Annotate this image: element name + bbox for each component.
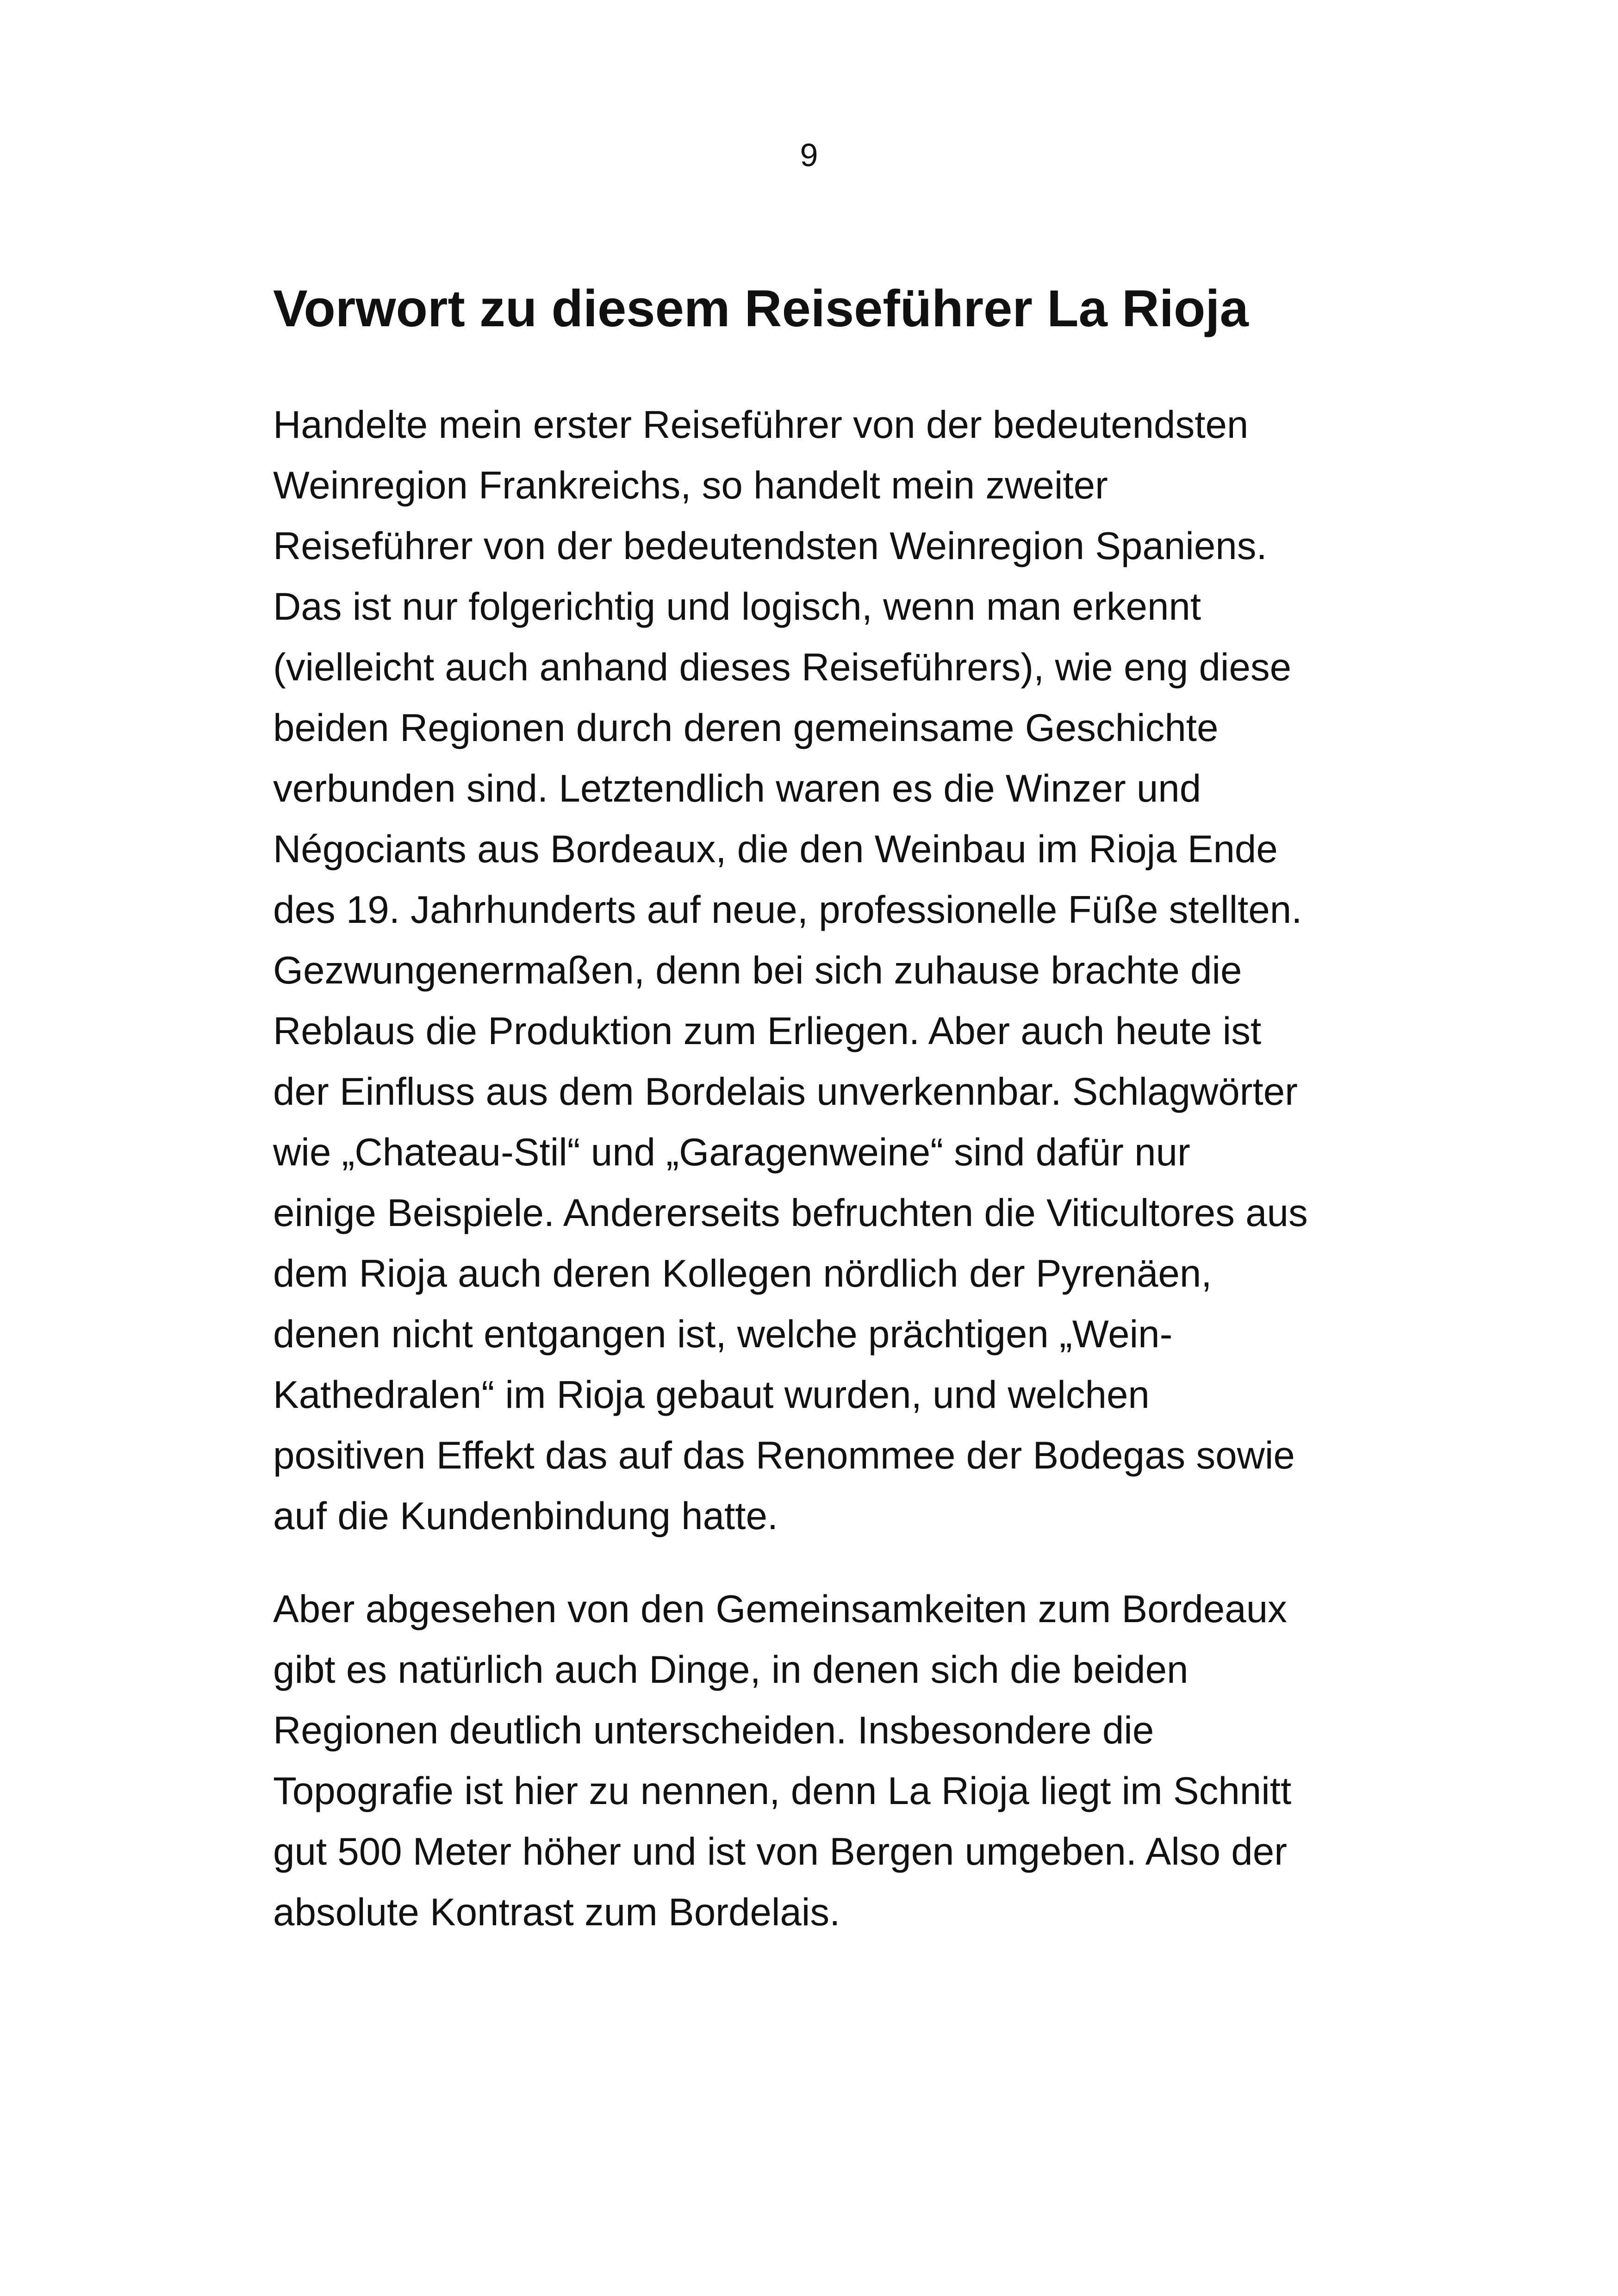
paragraph-2 <box>273 1579 1444 1942</box>
text-line: gut 500 Meter höher und ist von Bergen umgeben. Also der <box>273 1829 1287 1873</box>
text-line: absolute Kontrast zum Bordelais. <box>273 1890 840 1934</box>
document-body <box>273 278 1444 1942</box>
text-line: der Einfluss aus dem Bordelais unverkennbar. Schlagwörter <box>273 1070 1298 1114</box>
text-line: gibt es natürlich auch Dinge, in denen sich die beiden <box>273 1648 1189 1692</box>
text-line: Gezwungenermaßen, denn bei sich zuhause brachte die <box>273 948 1242 992</box>
text-line: wie „Chateau-Stil“ und „Garagenweine“ sind dafür nur <box>273 1130 1190 1174</box>
text-line: Aber abgesehen von den Gemeinsamkeiten zum Bordeaux <box>273 1587 1287 1631</box>
page-number: 9 <box>800 137 818 173</box>
text-line: positiven Effekt das auf das Renommee der Bodegas sowie <box>273 1433 1295 1477</box>
chapter-heading: Vorwort zu diesem Reiseführer La Rioja <box>273 280 1249 337</box>
text-line: dem Rioja auch deren Kollegen nördlich der Pyrenäen, <box>273 1251 1212 1295</box>
text-line: Négociants aus Bordeaux, die den Weinbau im Rioja Ende <box>273 827 1278 871</box>
text-line: Kathedralen“ im Rioja gebaut wurden, und welchen <box>273 1373 1150 1417</box>
text-line: (vielleicht auch anhand dieses Reiseführers), wie eng diese <box>273 645 1292 689</box>
text-line: Handelte mein erster Reiseführer von der bedeutendsten <box>273 403 1249 447</box>
text-line: einige Beispiele. Andererseits befruchten die Viticultores aus <box>273 1191 1308 1235</box>
text-line: denen nicht entgangen ist, welche prächtigen „Wein- <box>273 1312 1173 1356</box>
text-line: beiden Regionen durch deren gemeinsame Geschichte <box>273 706 1219 750</box>
text-line: auf die Kundenbindung hatte. <box>273 1494 778 1538</box>
text-line: Reiseführer von der bedeutendsten Weinregion Spaniens. <box>273 524 1267 568</box>
text-line: Topografie ist hier zu nennen, denn La Rioja liegt im Schnitt <box>273 1769 1292 1813</box>
text-line: Regionen deutlich unterscheiden. Insbesondere die <box>273 1708 1154 1752</box>
text-line: verbunden sind. Letztendlich waren es die Winzer und <box>273 766 1201 810</box>
text-line: Reblaus die Produktion zum Erliegen. Aber auch heute ist <box>273 1009 1262 1053</box>
text-line: Das ist nur folgerichtig und logisch, wenn man erkennt <box>273 585 1201 628</box>
text-line: Weinregion Frankreichs, so handelt mein zweiter <box>273 463 1108 507</box>
paragraph-1 <box>273 394 1444 1546</box>
text-line: des 19. Jahrhunderts auf neue, professionelle Füße stellten. <box>273 888 1302 932</box>
